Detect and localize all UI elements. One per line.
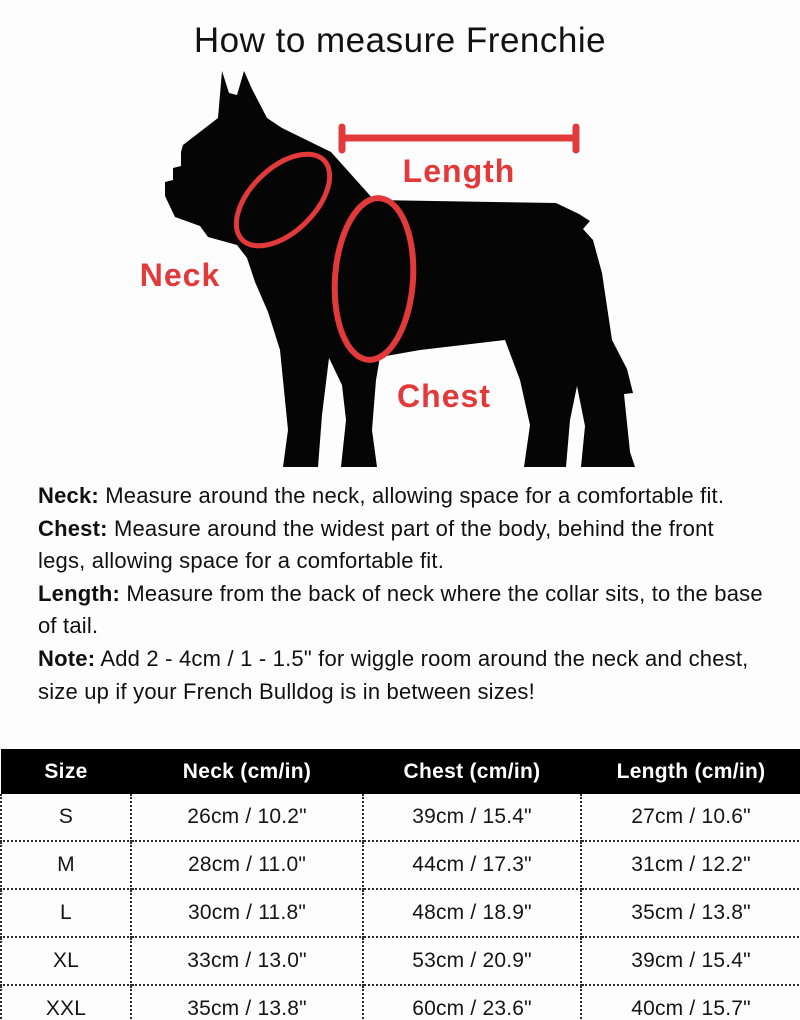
cell-length: 31cm / 12.2" [581,841,800,889]
cell-chest: 48cm / 18.9" [363,889,581,937]
measurement-diagram [0,60,800,480]
cell-neck: 28cm / 11.0" [131,841,363,889]
column-header-neck: Neck (cm/in) [131,749,363,794]
instruction-neck-label: Neck: [38,483,99,508]
table-row [1,794,800,841]
cell-size: XXL [1,985,131,1020]
cell-neck: 33cm / 13.0" [131,937,363,985]
instruction-length-text: Measure from the back of neck where the collar sits, to the base of tail. [38,580,763,639]
cell-length: 40cm / 15.7" [581,985,800,1020]
cell-size: L [1,889,131,937]
column-header-size: Size [1,749,131,794]
instruction-length-label: Length: [38,580,121,606]
table-row [1,841,800,889]
page-title: How to measure Frenchie [193,21,607,60]
cell-chest: 60cm / 23.6" [363,985,581,1020]
cell-chest: 39cm / 15.4" [363,794,581,841]
cell-size: M [1,841,131,889]
cell-chest: 53cm / 20.9" [363,937,581,985]
cell-length: 27cm / 10.6" [581,794,800,841]
instruction-chest-label: Chest: [38,515,108,541]
neck-label: Neck [139,257,221,293]
size-chart-table [0,749,800,1020]
cell-size: XL [1,937,131,985]
table-header-row [1,749,800,794]
cell-length: 35cm / 13.8" [581,889,800,937]
cell-size: S [1,794,131,841]
chest-label: Chest [397,378,491,414]
length-measure-line [342,127,576,150]
table-row [1,937,800,985]
instruction-note-label: Note: [38,645,96,671]
column-header-chest: Chest (cm/in) [363,749,581,794]
instruction-neck-text: Measure around the neck, allowing space for a comfortable fit. [105,483,725,508]
table-row [1,985,800,1020]
instruction-note [38,643,764,708]
length-label: Length [402,153,516,189]
measuring-instructions [38,480,764,708]
cell-length: 39cm / 15.4" [581,937,800,985]
cell-neck: 30cm / 11.8" [131,889,363,937]
cell-neck: 35cm / 13.8" [131,985,363,1020]
instruction-length [38,578,764,643]
instruction-chest [38,513,764,578]
table-row [1,889,800,937]
instruction-neck [38,480,764,513]
instruction-chest-text: Measure around the widest part of the body, behind the front legs, allowing space for a comfortable fit. [38,515,714,574]
cell-neck: 26cm / 10.2" [131,794,363,841]
instruction-note-text: Add 2 - 4cm / 1 - 1.5" for wiggle room around the neck and chest, size up if your French Bulldog is in between sizes! [38,645,749,704]
column-header-length: Length (cm/in) [581,749,800,794]
cell-chest: 44cm / 17.3" [363,841,581,889]
